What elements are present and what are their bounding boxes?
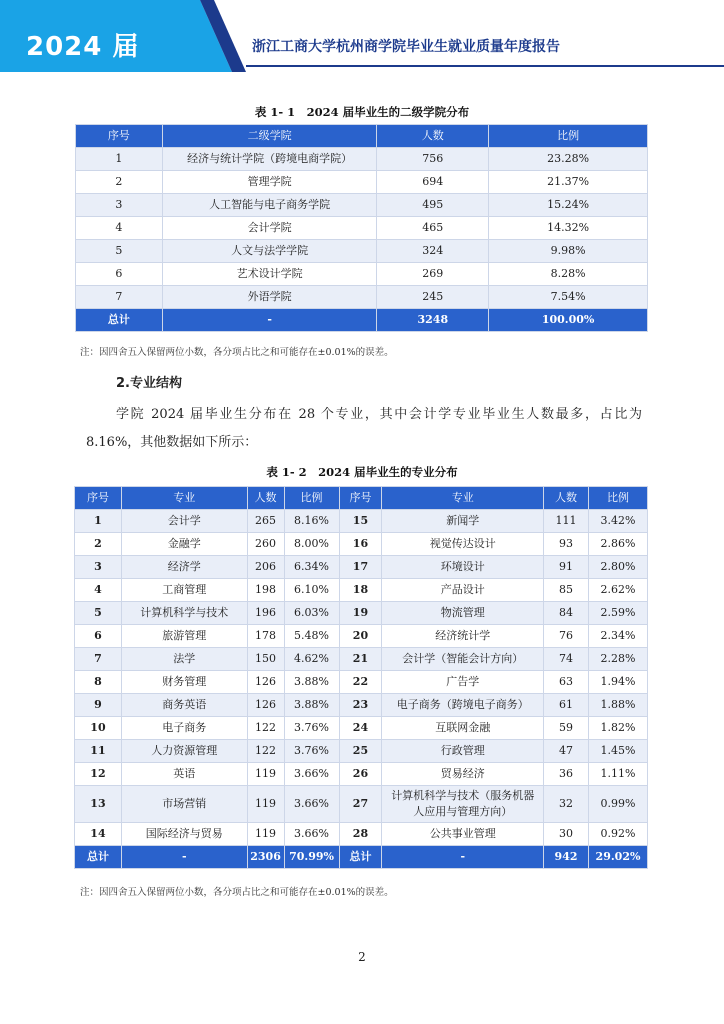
- table-row: [76, 263, 648, 286]
- column-header: 人数: [544, 487, 589, 510]
- column-header: 专业: [121, 487, 247, 510]
- table-cell: 视觉传达设计: [382, 533, 544, 556]
- column-header: 比例: [489, 125, 648, 148]
- table-cell: 178: [247, 625, 284, 648]
- table-cell: 18: [339, 579, 382, 602]
- table-cell: 111: [544, 510, 589, 533]
- table-cell: 3.88%: [284, 694, 339, 717]
- table-cell: 艺术设计学院: [162, 263, 377, 286]
- table-cell: 23.28%: [489, 148, 648, 171]
- table-cell: 5: [76, 240, 163, 263]
- header-title: 浙江工商大学杭州商学院毕业生就业质量年度报告: [252, 39, 560, 55]
- table-cell: 3.42%: [589, 510, 648, 533]
- table-cell: 260: [247, 533, 284, 556]
- total-row: [76, 309, 648, 332]
- table-cell: 外语学院: [162, 286, 377, 309]
- table-row: [76, 171, 648, 194]
- table-header-row: [76, 125, 648, 148]
- table-cell: 工商管理: [121, 579, 247, 602]
- table-header-row: [75, 487, 648, 510]
- table-cell: 61: [544, 694, 589, 717]
- table-cell: 1.94%: [589, 671, 648, 694]
- table-cell: 26: [339, 763, 382, 786]
- table-cell: 756: [377, 148, 489, 171]
- table-cell: 2: [76, 171, 163, 194]
- table-cell: 0.92%: [589, 823, 648, 846]
- table-row: [75, 823, 648, 846]
- table-cell: 7: [76, 286, 163, 309]
- table-cell: 15.24%: [489, 194, 648, 217]
- table-cell: 2.34%: [589, 625, 648, 648]
- table-cell: 63: [544, 671, 589, 694]
- table-cell: 2.80%: [589, 556, 648, 579]
- table-row: [76, 286, 648, 309]
- table-cell: 会计学（智能会计方向）: [382, 648, 544, 671]
- table-cell: 119: [247, 786, 284, 823]
- column-header: 比例: [589, 487, 648, 510]
- table-row: [76, 194, 648, 217]
- table-cell: 12: [75, 763, 122, 786]
- table-cell: 126: [247, 671, 284, 694]
- table1-caption: 表 1- 1 2024 届毕业生的二级学院分布: [254, 105, 470, 119]
- table-cell: 6.10%: [284, 579, 339, 602]
- table-cell: 21: [339, 648, 382, 671]
- table-cell: 9.98%: [489, 240, 648, 263]
- table-cell: 4.62%: [284, 648, 339, 671]
- table-cell: 150: [247, 648, 284, 671]
- table-cell: 6.03%: [284, 602, 339, 625]
- table-cell: 269: [377, 263, 489, 286]
- total-cell: 942: [544, 846, 589, 869]
- table-cell: 91: [544, 556, 589, 579]
- table-cell: 76: [544, 625, 589, 648]
- table2-caption: 表 1- 2 2024 届毕业生的专业分布: [266, 465, 458, 479]
- table-cell: 0.99%: [589, 786, 648, 823]
- table-cell: 2.59%: [589, 602, 648, 625]
- table-cell: 13: [75, 786, 122, 823]
- table-cell: 20: [339, 625, 382, 648]
- table-cell: 324: [377, 240, 489, 263]
- total-cell: -: [121, 846, 247, 869]
- table-cell: 119: [247, 823, 284, 846]
- table-cell: 5.48%: [284, 625, 339, 648]
- table-cell: 计算机科学与技术: [121, 602, 247, 625]
- table-cell: 206: [247, 556, 284, 579]
- table-cell: 会计学院: [162, 217, 377, 240]
- table-cell: 人力资源管理: [121, 740, 247, 763]
- table-cell: 管理学院: [162, 171, 377, 194]
- table-cell: 198: [247, 579, 284, 602]
- table-cell: 2.86%: [589, 533, 648, 556]
- table-cell: 人文与法学学院: [162, 240, 377, 263]
- table-cell: 法学: [121, 648, 247, 671]
- table-cell: 产品设计: [382, 579, 544, 602]
- table-cell: 人工智能与电子商务学院: [162, 194, 377, 217]
- table-cell: 196: [247, 602, 284, 625]
- table-cell: 电子商务: [121, 717, 247, 740]
- column-header: 序号: [76, 125, 163, 148]
- table-cell: 122: [247, 717, 284, 740]
- table-row: [76, 240, 648, 263]
- table-cell: 9: [75, 694, 122, 717]
- table-cell: 122: [247, 740, 284, 763]
- table-cell: 24: [339, 717, 382, 740]
- table-cell: 22: [339, 671, 382, 694]
- section-paragraph: 学院 2024 届毕业生分布在 28 个专业，其中会计学专业毕业生人数最多，占比为 8.16%，其他数据如下所示：: [86, 407, 642, 450]
- table-cell: 694: [377, 171, 489, 194]
- table-cell: 3.76%: [284, 717, 339, 740]
- table-cell: 47: [544, 740, 589, 763]
- table-cell: 1: [75, 510, 122, 533]
- table-cell: 8.28%: [489, 263, 648, 286]
- table-cell: 14.32%: [489, 217, 648, 240]
- column-header: 人数: [377, 125, 489, 148]
- table-cell: 电子商务（跨境电子商务）: [382, 694, 544, 717]
- table-cell: 1.82%: [589, 717, 648, 740]
- table-cell: 6: [75, 625, 122, 648]
- table-cell: 经济学: [121, 556, 247, 579]
- table-cell: 7.54%: [489, 286, 648, 309]
- column-header: 二级学院: [162, 125, 377, 148]
- table-row: [75, 648, 648, 671]
- major-distribution-table: [74, 486, 648, 869]
- total-cell: 3248: [377, 309, 489, 332]
- table-cell: 商务英语: [121, 694, 247, 717]
- table-row: [76, 148, 648, 171]
- section-heading: 2.专业结构: [116, 376, 182, 391]
- college-distribution-table: [75, 124, 648, 332]
- total-cell: 70.99%: [284, 846, 339, 869]
- table-cell: 广告学: [382, 671, 544, 694]
- table-cell: 84: [544, 602, 589, 625]
- table-cell: 7: [75, 648, 122, 671]
- total-cell: 2306: [247, 846, 284, 869]
- table-cell: 3: [75, 556, 122, 579]
- table-cell: 10: [75, 717, 122, 740]
- total-cell: 总计: [76, 309, 163, 332]
- table-cell: 11: [75, 740, 122, 763]
- table-cell: 495: [377, 194, 489, 217]
- header-year: 2024 届: [26, 32, 140, 62]
- table-cell: 公共事业管理: [382, 823, 544, 846]
- table1-note: 注：因四舍五入保留两位小数，各分项占比之和可能存在±0.01%的误差。: [80, 347, 394, 358]
- table-row: [75, 671, 648, 694]
- column-header: 比例: [284, 487, 339, 510]
- table-cell: 15: [339, 510, 382, 533]
- table-cell: 1.88%: [589, 694, 648, 717]
- table-row: [75, 763, 648, 786]
- table-cell: 5: [75, 602, 122, 625]
- total-cell: 总计: [339, 846, 382, 869]
- table-cell: 465: [377, 217, 489, 240]
- table-cell: 计算机科学与技术（服务机器人应用与管理方向）: [382, 786, 544, 823]
- table-cell: 环境设计: [382, 556, 544, 579]
- table-cell: 金融学: [121, 533, 247, 556]
- table-row: [75, 625, 648, 648]
- table-cell: 265: [247, 510, 284, 533]
- table-cell: 会计学: [121, 510, 247, 533]
- table-cell: 8: [75, 671, 122, 694]
- table-cell: 74: [544, 648, 589, 671]
- table-cell: 8.00%: [284, 533, 339, 556]
- table-cell: 32: [544, 786, 589, 823]
- table-cell: 6.34%: [284, 556, 339, 579]
- table-row: [75, 556, 648, 579]
- table-cell: 1.11%: [589, 763, 648, 786]
- total-cell: 100.00%: [489, 309, 648, 332]
- table-cell: 8.16%: [284, 510, 339, 533]
- table2-note: 注：因四舍五入保留两位小数，各分项占比之和可能存在±0.01%的误差。: [80, 887, 394, 898]
- table-row: [75, 786, 648, 823]
- table-cell: 财务管理: [121, 671, 247, 694]
- table-cell: 14: [75, 823, 122, 846]
- table-row: [75, 717, 648, 740]
- table-row: [75, 694, 648, 717]
- table-cell: 3: [76, 194, 163, 217]
- total-cell: 总计: [75, 846, 122, 869]
- table-cell: 16: [339, 533, 382, 556]
- table-cell: 贸易经济: [382, 763, 544, 786]
- table-cell: 3.66%: [284, 786, 339, 823]
- table-cell: 36: [544, 763, 589, 786]
- table-cell: 物流管理: [382, 602, 544, 625]
- table-row: [75, 510, 648, 533]
- table-cell: 4: [76, 217, 163, 240]
- table-cell: 3.66%: [284, 763, 339, 786]
- table-cell: 17: [339, 556, 382, 579]
- table-cell: 4: [75, 579, 122, 602]
- table-cell: 30: [544, 823, 589, 846]
- table-row: [75, 740, 648, 763]
- table-cell: 1: [76, 148, 163, 171]
- table-row: [75, 602, 648, 625]
- table-cell: 2: [75, 533, 122, 556]
- table-cell: 28: [339, 823, 382, 846]
- table-cell: 126: [247, 694, 284, 717]
- table-cell: 245: [377, 286, 489, 309]
- table-cell: 27: [339, 786, 382, 823]
- table-cell: 21.37%: [489, 171, 648, 194]
- table-cell: 25: [339, 740, 382, 763]
- table-cell: 国际经济与贸易: [121, 823, 247, 846]
- column-header: 人数: [247, 487, 284, 510]
- table-cell: 1.45%: [589, 740, 648, 763]
- table-cell: 23: [339, 694, 382, 717]
- total-row: [75, 846, 648, 869]
- table-cell: 3.88%: [284, 671, 339, 694]
- table-cell: 2.62%: [589, 579, 648, 602]
- total-cell: 29.02%: [589, 846, 648, 869]
- table-cell: 3.76%: [284, 740, 339, 763]
- table-row: [75, 579, 648, 602]
- table-cell: 2.28%: [589, 648, 648, 671]
- table-cell: 59: [544, 717, 589, 740]
- table-cell: 新闻学: [382, 510, 544, 533]
- column-header: 序号: [75, 487, 122, 510]
- column-header: 序号: [339, 487, 382, 510]
- table-cell: 行政管理: [382, 740, 544, 763]
- table-cell: 93: [544, 533, 589, 556]
- page-header: [0, 0, 724, 72]
- table-cell: 经济与统计学院（跨境电商学院）: [162, 148, 377, 171]
- table-cell: 3.66%: [284, 823, 339, 846]
- table-cell: 119: [247, 763, 284, 786]
- table-row: [76, 217, 648, 240]
- table-cell: 旅游管理: [121, 625, 247, 648]
- table-cell: 经济统计学: [382, 625, 544, 648]
- table-cell: 互联网金融: [382, 717, 544, 740]
- total-cell: -: [382, 846, 544, 869]
- table-cell: 6: [76, 263, 163, 286]
- table-cell: 市场营销: [121, 786, 247, 823]
- page-number: 2: [358, 950, 366, 964]
- table-cell: 85: [544, 579, 589, 602]
- total-cell: -: [162, 309, 377, 332]
- column-header: 专业: [382, 487, 544, 510]
- table-row: [75, 533, 648, 556]
- table-cell: 英语: [121, 763, 247, 786]
- table-cell: 19: [339, 602, 382, 625]
